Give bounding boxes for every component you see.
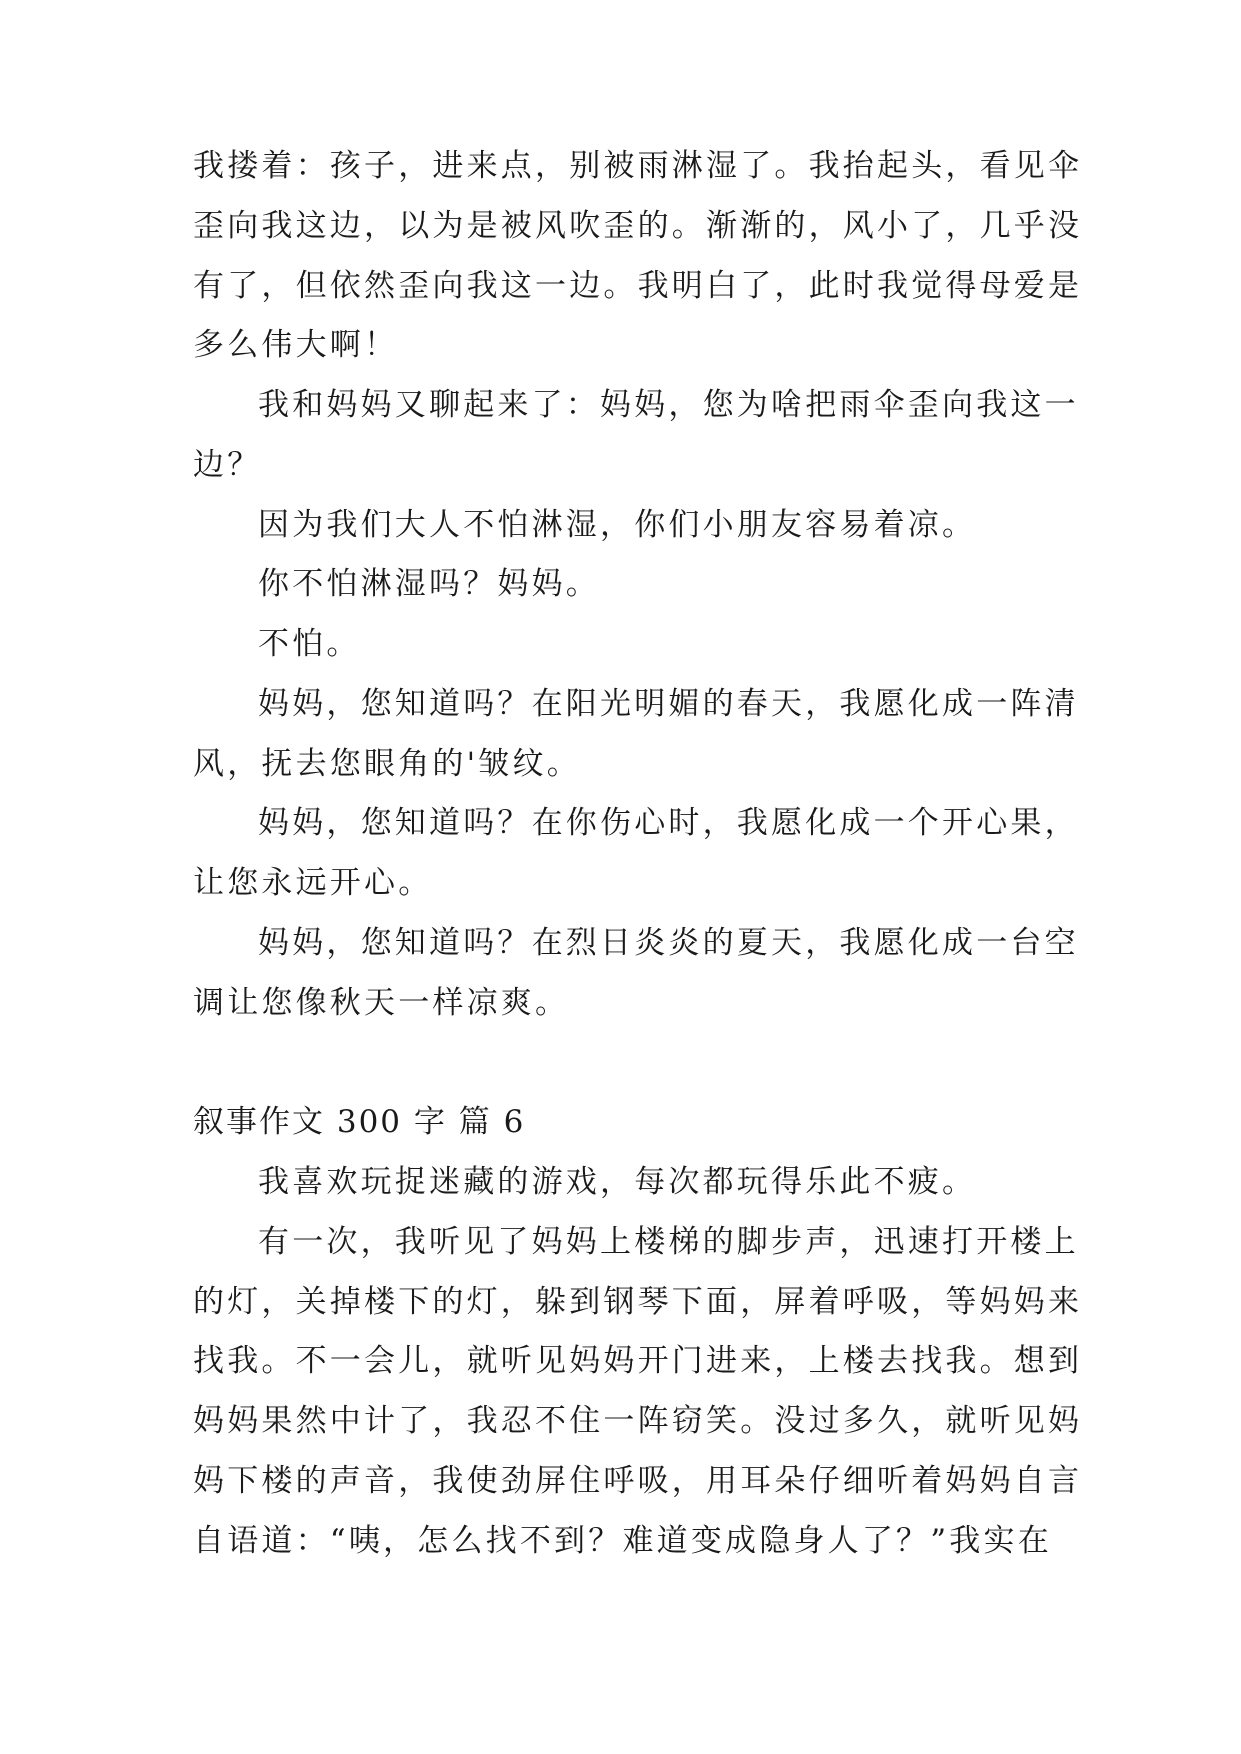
paragraph-start: 我喜欢玩捉迷藏的游戏，每次都玩得乐此不疲。 — [258, 1164, 977, 1200]
text-line: 妈下楼的声音，我使劲屏住呼吸，用耳朵仔细听着妈妈自言 — [193, 1463, 1083, 1499]
paragraph-start: 妈妈，您知道吗？在你伤心时，我愿化成一个开心果， — [258, 805, 1079, 841]
text-line: 边？ — [193, 447, 262, 483]
paragraph-start: 因为我们大人不怕淋湿，你们小朋友容易着凉。 — [258, 507, 977, 543]
text-line: 让您永远开心。 — [193, 865, 433, 901]
text-line: 歪向我这边，以为是被风吹歪的。渐渐的，风小了，几乎没 — [193, 208, 1083, 244]
text-line: 找我。不一会儿，就听见妈妈开门进来，上楼去找我。想到 — [193, 1343, 1083, 1379]
paragraph-start: 妈妈，您知道吗？在烈日炎炎的夏天，我愿化成一台空 — [258, 925, 1079, 961]
paragraph-start: 你不怕淋湿吗？妈妈。 — [258, 566, 600, 602]
text-line: 我搂着：孩子，进来点，别被雨淋湿了。我抬起头，看见伞 — [193, 148, 1083, 184]
paragraph-start: 不怕。 — [258, 626, 361, 662]
paragraph-start: 妈妈，您知道吗？在阳光明媚的春天，我愿化成一阵清 — [258, 686, 1079, 722]
paragraph-start: 有一次，我听见了妈妈上楼梯的脚步声，迅速打开楼上 — [258, 1224, 1079, 1260]
section-heading: 叙事作文 300 字 篇 6 — [193, 1104, 526, 1140]
text-line: 多么伟大啊！ — [193, 327, 399, 363]
text-line: 有了，但依然歪向我这一边。我明白了，此时我觉得母爱是 — [193, 268, 1083, 304]
text-line: 的灯，关掉楼下的灯，躲到钢琴下面，屏着呼吸，等妈妈来 — [193, 1284, 1083, 1320]
text-line: 妈妈果然中计了，我忍不住一阵窃笑。没过多久，就听见妈 — [193, 1403, 1083, 1439]
paragraph-start: 我和妈妈又聊起来了：妈妈，您为啥把雨伞歪向我这一 — [258, 387, 1079, 423]
text-line: 风，抚去您眼角的'皱纹。 — [193, 746, 581, 782]
text-line: 调让您像秋天一样凉爽。 — [193, 985, 570, 1021]
text-line: 自语道：“咦，怎么找不到？难道变成隐身人了？”我实在 — [193, 1523, 1052, 1559]
